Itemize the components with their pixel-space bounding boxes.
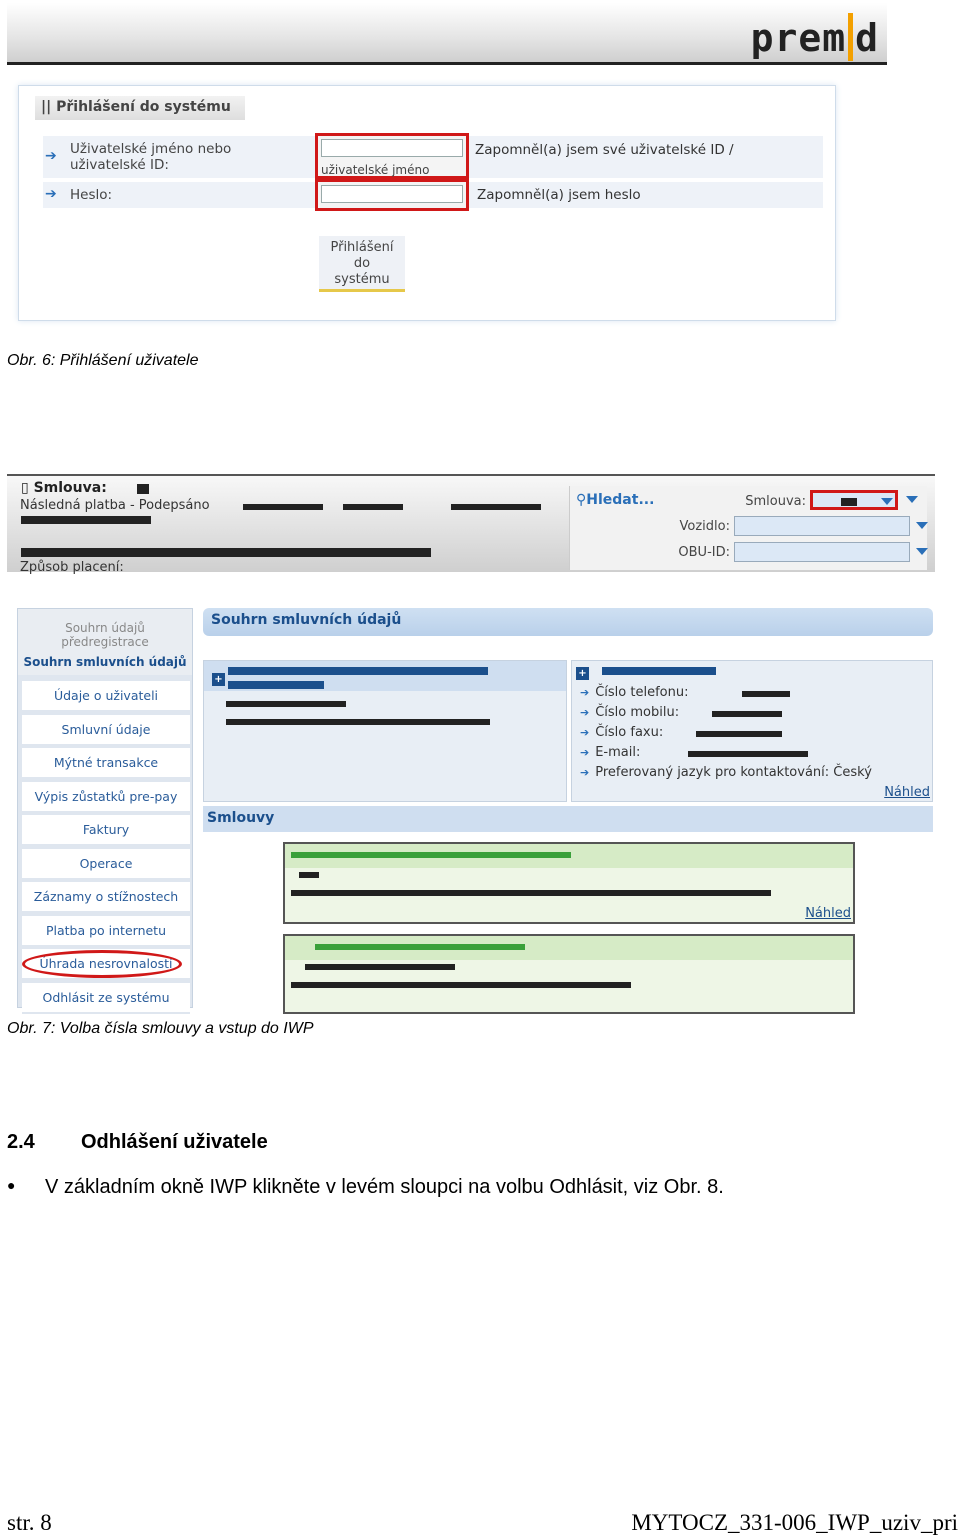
- password-row: [43, 182, 823, 208]
- figure7-caption: Obr. 7: Volba čísla smlouvy a vstup do IWP: [7, 1020, 314, 1037]
- username-field[interactable]: [315, 133, 469, 179]
- preview-link[interactable]: Náhled: [805, 906, 851, 921]
- redacted-block: [696, 731, 782, 737]
- login-screenshot: [18, 85, 836, 321]
- redacted-block: [226, 719, 490, 725]
- document-id: MYTOCZ_331-006_IWP_uziv_pri: [631, 1510, 958, 1535]
- redacted-block: [291, 982, 631, 988]
- language-label: Preferovaný jazyk pro kontaktování: Český: [595, 765, 872, 780]
- followup-payment-text: Následná platba - Podepsáno: [20, 498, 210, 513]
- section-title: Odhlášení uživatele: [81, 1131, 268, 1153]
- email-row: [580, 745, 640, 760]
- preview-link[interactable]: Náhled: [884, 785, 930, 800]
- redacted-block: [228, 667, 488, 675]
- phone-row: [580, 685, 688, 700]
- iwp-screenshot: [7, 474, 935, 1005]
- username-placeholder: uživatelské jméno: [321, 163, 430, 177]
- instruction-bullet: [7, 1176, 724, 1199]
- payment-method-text: Způsob placení:: [20, 560, 124, 575]
- redacted-block: [21, 516, 151, 524]
- premid-logo: [751, 13, 879, 61]
- username-label: [70, 141, 231, 173]
- expand-icon[interactable]: +: [576, 667, 589, 680]
- contract-box-1: [283, 842, 855, 924]
- redacted-block: [226, 701, 346, 707]
- highlight-oval: [22, 950, 182, 978]
- search-obu-label: OBU-ID:: [678, 545, 730, 560]
- chevron-down-icon[interactable]: [916, 522, 928, 529]
- arrow-right-icon: ➔: [580, 766, 590, 779]
- phone-label: Číslo telefonu:: [595, 685, 689, 700]
- section-heading: [7, 1131, 268, 1154]
- login-button-line3: systému: [334, 272, 390, 287]
- arrow-right-icon: ➔: [45, 186, 57, 202]
- nav-item-operations[interactable]: Operace: [22, 849, 190, 880]
- contract-topbar: [7, 476, 935, 575]
- redacted-block: [343, 504, 403, 510]
- content-title: Souhrn smluvních údajů: [203, 608, 933, 636]
- arrow-right-icon: ➔: [580, 746, 590, 759]
- fax-label: Číslo faxu:: [595, 725, 664, 740]
- search-label[interactable]: ⚲Hledat...: [576, 492, 655, 508]
- nav-item-discrepancy-payment[interactable]: Úhrada nesrovnalostí: [22, 949, 190, 980]
- search-panel: [569, 486, 927, 570]
- contract-label: ▯ Smlouva:: [21, 480, 107, 496]
- username-row: [43, 136, 823, 178]
- mobile-row: [580, 705, 679, 720]
- nav-head: [18, 609, 192, 675]
- vehicle-input[interactable]: [734, 516, 910, 536]
- nav-head-line1[interactable]: Souhrn údajů: [65, 621, 145, 635]
- chevron-down-icon[interactable]: [916, 548, 928, 555]
- nav-head-line2[interactable]: předregistrace: [61, 635, 149, 649]
- redacted-block: [602, 667, 716, 675]
- bullet-icon: ●: [7, 1177, 16, 1193]
- nav-item-toll-transactions[interactable]: Mýtné transakce: [22, 748, 190, 779]
- contract-label-text: Smlouva:: [33, 480, 107, 496]
- forgot-id-link[interactable]: Zapomněl(a) jsem své uživatelské ID /: [475, 142, 734, 158]
- mobile-label: Číslo mobilu:: [595, 705, 680, 720]
- redacted-block: [137, 484, 149, 494]
- obu-input[interactable]: [734, 542, 910, 562]
- contracts-title: Smlouvy: [203, 806, 933, 832]
- page-header: [7, 3, 887, 65]
- search-contract-label: Smlouva:: [745, 494, 806, 509]
- redacted-block: [243, 504, 323, 510]
- left-navigation: [17, 608, 193, 1008]
- contract-box-2: [283, 934, 855, 1014]
- arrow-right-icon: ➔: [45, 148, 57, 164]
- login-panel-title: || Přihlášení do systému: [35, 96, 245, 120]
- redacted-block: [688, 751, 808, 757]
- login-button-line1: Přihlášení: [330, 240, 394, 255]
- summary-pane-left: [203, 660, 567, 802]
- nav-item-contract-data[interactable]: Smluvní údaje: [22, 715, 190, 746]
- section-number: 2.4: [7, 1131, 35, 1153]
- nav-item-user-data[interactable]: Údaje o uživateli: [22, 681, 190, 712]
- username-label-line1: Uživatelské jméno nebo: [70, 141, 232, 157]
- figure6-caption: Obr. 6: Přihlášení uživatele: [7, 352, 199, 369]
- arrow-right-icon: ➔: [580, 706, 590, 719]
- search-vehicle-label: Vozidlo:: [679, 519, 730, 534]
- password-label: Heslo:: [70, 187, 113, 203]
- username-input[interactable]: [321, 139, 463, 157]
- forgot-password-link[interactable]: Zapomněl(a) jsem heslo: [477, 187, 641, 203]
- nav-item-complaints[interactable]: Záznamy o stížnostech: [22, 882, 190, 913]
- login-button-line2: do: [353, 256, 371, 271]
- nav-item-prepay-balance[interactable]: Výpis zůstatků pre-pay: [22, 782, 190, 813]
- search-label-text: Hledat...: [586, 492, 655, 508]
- page-number: str. 8: [7, 1510, 52, 1535]
- redacted-block: [291, 852, 571, 858]
- redacted-block: [21, 548, 431, 557]
- nav-item-logout[interactable]: Odhlásit ze systému: [22, 983, 190, 1014]
- redacted-block: [291, 890, 771, 896]
- redacted-block: [712, 711, 782, 717]
- logo-text-right: d: [855, 16, 879, 60]
- nav-item-internet-payment[interactable]: Platba po internetu: [22, 916, 190, 947]
- redacted-block: [451, 504, 541, 510]
- redacted-block: [315, 944, 525, 950]
- nav-item-invoices[interactable]: Faktury: [22, 815, 190, 846]
- contract-select[interactable]: [810, 490, 898, 510]
- logo-bar: [848, 13, 853, 61]
- email-label: E-mail:: [595, 745, 641, 760]
- username-label-line2: uživatelské ID:: [70, 157, 169, 173]
- language-row: [580, 765, 872, 780]
- fax-row: [580, 725, 663, 740]
- contact-pane: [571, 660, 933, 802]
- redacted-block: [305, 964, 455, 970]
- chevron-down-icon[interactable]: [881, 498, 893, 505]
- redacted-block: [228, 681, 324, 689]
- login-button[interactable]: [319, 236, 405, 292]
- expand-icon[interactable]: +: [212, 673, 225, 686]
- password-field[interactable]: [315, 179, 469, 211]
- logo-text-left: prem: [750, 16, 847, 60]
- arrow-right-icon: ➔: [580, 726, 590, 739]
- bullet-text: V základním okně IWP klikněte v levém sloupci na volbu Odhlásit, viz Obr. 8.: [45, 1176, 724, 1198]
- nav-selected-item[interactable]: Souhrn smluvních údajů: [23, 655, 187, 669]
- redacted-block: [742, 691, 790, 697]
- password-input[interactable]: [321, 185, 463, 203]
- redacted-block: [841, 498, 857, 506]
- redacted-block: [299, 872, 319, 878]
- arrow-right-icon: ➔: [580, 686, 590, 699]
- chevron-down-icon[interactable]: [906, 496, 918, 503]
